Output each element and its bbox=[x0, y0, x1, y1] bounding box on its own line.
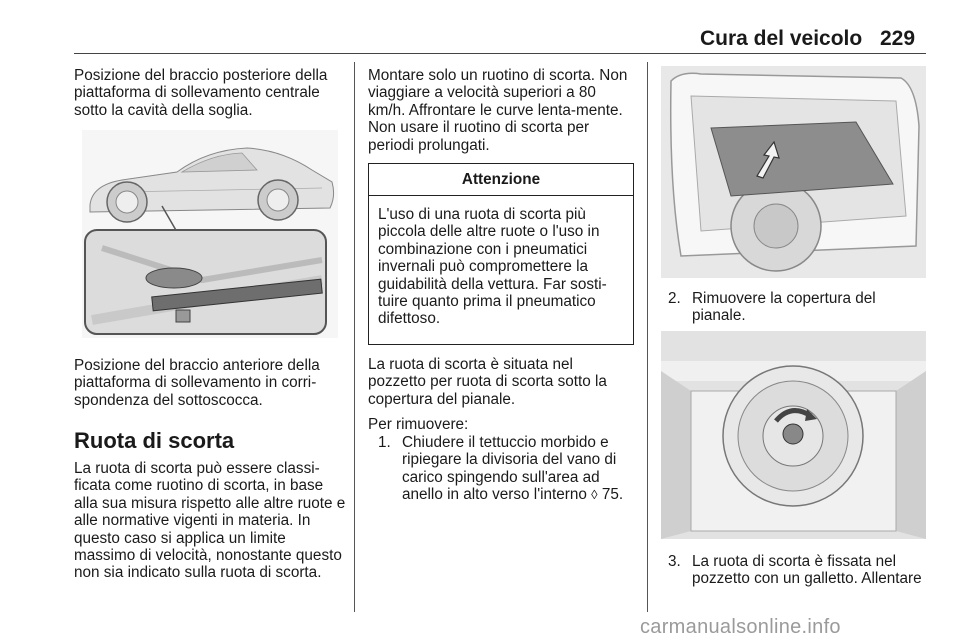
warning-body: L'uso di una ruota di scorta più piccola delle altre ruote o l'uso in combinazione con i pneumatici invernali può compromettere la guidabilità della vettura. Far sosti-tuire quanto prima il pneumatico difettoso. bbox=[378, 206, 607, 328]
rear-arm-paragraph: Posizione del braccio posteriore della piattaforma di sollevamento centrale sotto la cavità della soglia. bbox=[74, 67, 328, 119]
spare-wheel-heading: Ruota di scorta bbox=[74, 428, 235, 453]
mount-paragraph-block bbox=[368, 67, 633, 154]
step-1-page-ref[interactable]: 75. bbox=[601, 486, 624, 504]
step-2-number: 2. bbox=[668, 290, 681, 307]
step-1-number: 1. bbox=[378, 434, 391, 451]
spare-wheel-well-illustration bbox=[661, 331, 926, 539]
header-divider bbox=[74, 53, 926, 54]
warning-box bbox=[368, 163, 634, 345]
spare-wheel-intro-block bbox=[74, 460, 346, 582]
column-1-lower bbox=[74, 357, 346, 409]
remove-intro: Per rimuovere: bbox=[368, 416, 469, 433]
location-paragraph-block bbox=[368, 356, 633, 408]
remove-paragraph-block bbox=[368, 416, 633, 433]
location-paragraph: La ruota di scorta è situata nel pozzetto per ruota di scorta sotto la copertura del pianale. bbox=[368, 356, 607, 408]
step-1-text: Chiudere il tettuccio morbido e ripiegare la divisoria del vano di carico spingendo sull'area ad anello in alto verso l'interno bbox=[402, 434, 617, 504]
step-3-number: 3. bbox=[668, 553, 681, 570]
column-divider-2 bbox=[647, 62, 648, 612]
step-1 bbox=[378, 434, 634, 504]
step-2 bbox=[668, 290, 926, 325]
warning-title: Attenzione bbox=[369, 164, 633, 196]
trunk-floor-cover-illustration bbox=[661, 66, 926, 278]
page-section-title: Cura del veicolo bbox=[700, 27, 863, 50]
step-2-text: Rimuovere la copertura del pianale. bbox=[692, 290, 876, 325]
step-3 bbox=[668, 553, 926, 588]
page-ref-icon[interactable]: ◊ bbox=[591, 487, 598, 503]
step-1-content bbox=[402, 434, 634, 504]
front-arm-paragraph: Posizione del braccio anteriore della piattaforma di sollevamento in corri-spondenza del sottoscocca. bbox=[74, 357, 320, 409]
car-lift-point-illustration bbox=[82, 130, 338, 338]
spare-wheel-intro: La ruota di scorta può essere classi-ficata come ruotino di scorta, in base alla sua misura rispetto alle altre ruote e alle normative vigenti in materia. In questo caso si applica un limite massimo di velocità, nonostante questo non sia indicato sulla ruota di scorta. bbox=[74, 460, 346, 582]
mount-paragraph: Montare solo un ruotino di scorta. Non viaggiare a velocità superiori a 80 km/h. Affrontare le curve lenta-mente. Non usare il ruotino di scorta per periodi prolungati. bbox=[368, 67, 628, 154]
page-number: 229 bbox=[880, 27, 916, 50]
footer-watermark: carmanualsonline.info bbox=[640, 616, 841, 638]
step-3-text: La ruota di scorta è fissata nel pozzetto con un galletto. Allentare bbox=[692, 553, 922, 588]
column-divider-1 bbox=[354, 62, 355, 612]
